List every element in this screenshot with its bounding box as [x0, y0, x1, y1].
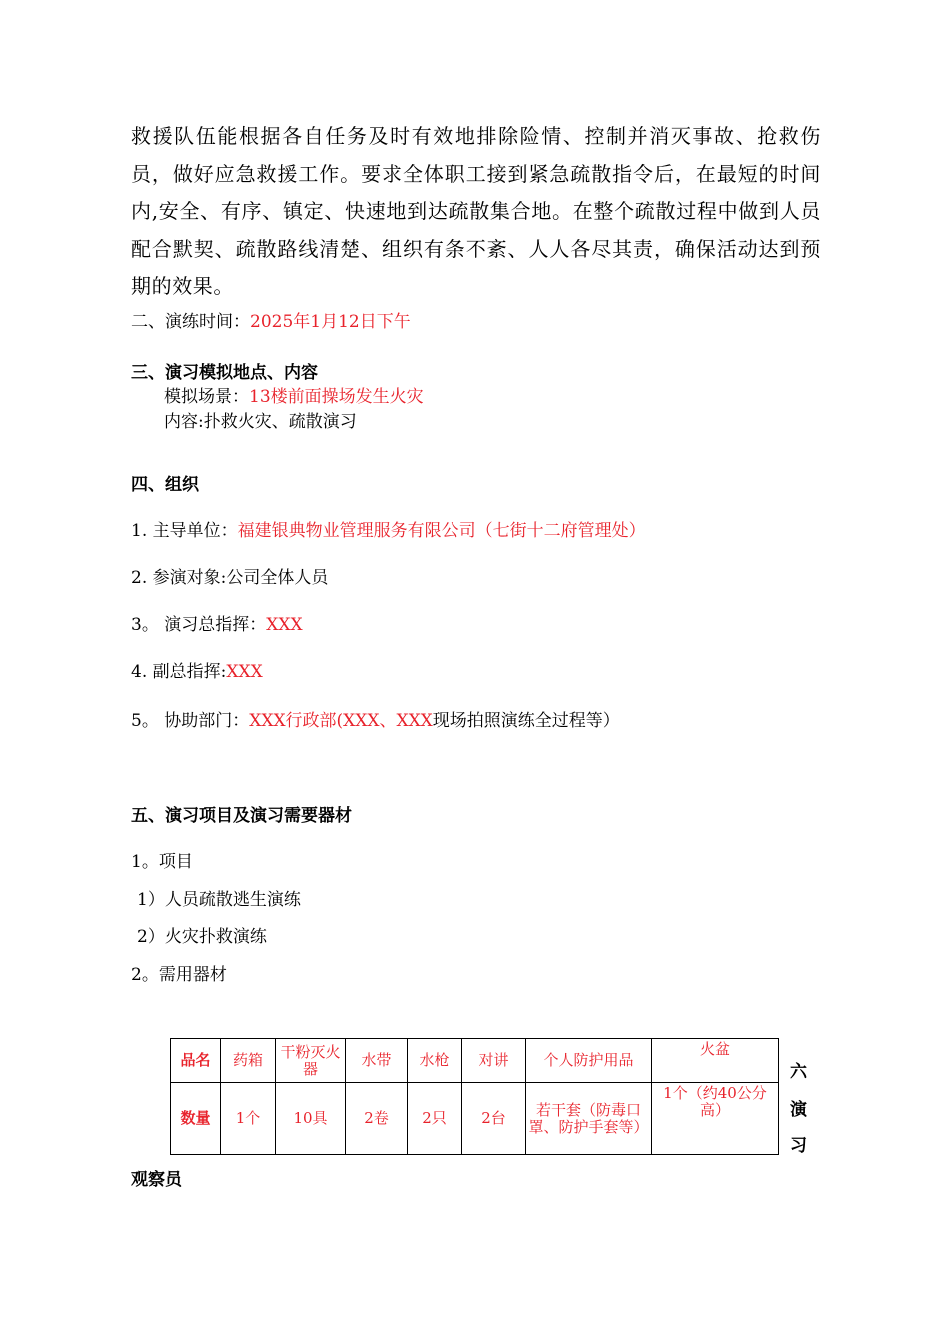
- side-char: 六: [790, 1062, 807, 1082]
- org-item-value: XXX: [266, 615, 303, 635]
- table-cell: 个人防护用品: [526, 1039, 652, 1083]
- scene-label: 模拟场景：: [164, 387, 249, 407]
- section-2-label: 二、演练时间：: [131, 312, 250, 332]
- project-item: 2）火灾扑救演练: [137, 927, 267, 947]
- table-cell: 1个: [221, 1083, 276, 1155]
- observer-heading: 观察员: [131, 1170, 182, 1190]
- table-cell: 2卷: [346, 1083, 408, 1155]
- org-item-5: [131, 709, 620, 733]
- org-item-label: 5。 协助部门：: [131, 711, 250, 731]
- org-item-suffix: 现场拍照演练全过程等）: [432, 711, 620, 731]
- org-item-label: 3。 演习总指挥：: [131, 615, 267, 635]
- org-item-1: [131, 519, 646, 543]
- table-cell: 2台: [462, 1083, 526, 1155]
- scene-line: [164, 385, 424, 409]
- table-cell: 水带: [346, 1039, 408, 1083]
- table-cell: 2只: [408, 1083, 462, 1155]
- intro-paragraph: 救援队伍能根据各自任务及时有效地排除险情、控制并消灭事故、抢救伤员，做好应急救援工作。要求全体职工接到紧急疏散指令后，在最短的时间内,安全、有序、镇定、快速地到达疏散集合地。在整个疏散过程中做到人员配合默契、疏散路线清楚、组织有条不紊、人人各尽其责，确保活动达到预期的效果。: [131, 124, 821, 298]
- org-item-value: XXX: [226, 662, 263, 682]
- project-item: 1）人员疏散逃生演练: [137, 890, 301, 910]
- table-cell: 水枪: [408, 1039, 462, 1083]
- table-cell: 药箱: [221, 1039, 276, 1083]
- content-line: 内容:扑救火灾、疏散演习: [164, 412, 357, 432]
- org-item-label: 1. 主导单位：: [131, 521, 238, 541]
- scene-value: 13楼前面操场发生火灾: [249, 387, 424, 407]
- section-5-heading: 五、演习项目及演习需要器材: [131, 806, 352, 826]
- table-cell: 若干套（防毒口罩、防护手套等）: [526, 1083, 652, 1155]
- table-row-names: [171, 1039, 779, 1083]
- table-cell: 火盆: [652, 1039, 779, 1083]
- section-2-value: 2025年1月12日下午: [250, 312, 411, 332]
- section-4-heading: 四、组织: [131, 475, 199, 495]
- table-cell: 对讲: [462, 1039, 526, 1083]
- section-3-heading: 三、演习模拟地点、内容: [131, 363, 318, 383]
- equipment-heading: 2。需用器材: [131, 965, 227, 985]
- row-header-quantity: 数量: [171, 1083, 221, 1155]
- org-item-4: [131, 660, 263, 684]
- projects-heading: 1。项目: [131, 852, 193, 872]
- equipment-table: [170, 1038, 779, 1155]
- side-char: 习: [790, 1136, 807, 1156]
- org-item-value: XXX行政部(XXX、XXX: [249, 711, 433, 731]
- table-cell: 10具: [276, 1083, 346, 1155]
- org-item-label: 2. 参演对象:公司全体人员: [131, 568, 329, 588]
- section-2-time: [131, 310, 411, 334]
- org-item-2: [131, 566, 328, 590]
- table-cell: 1个（约40公分高）: [652, 1083, 779, 1155]
- side-char: 演: [790, 1100, 807, 1120]
- org-item-value: 福建银典物业管理服务有限公司（七街十二府管理处）: [237, 521, 646, 541]
- table-row-quantities: [171, 1083, 779, 1155]
- org-item-label: 4. 副总指挥:: [131, 662, 227, 682]
- table-cell: 干粉灭火器: [276, 1039, 346, 1083]
- row-header-name: 品名: [171, 1039, 221, 1083]
- org-item-3: [131, 613, 303, 637]
